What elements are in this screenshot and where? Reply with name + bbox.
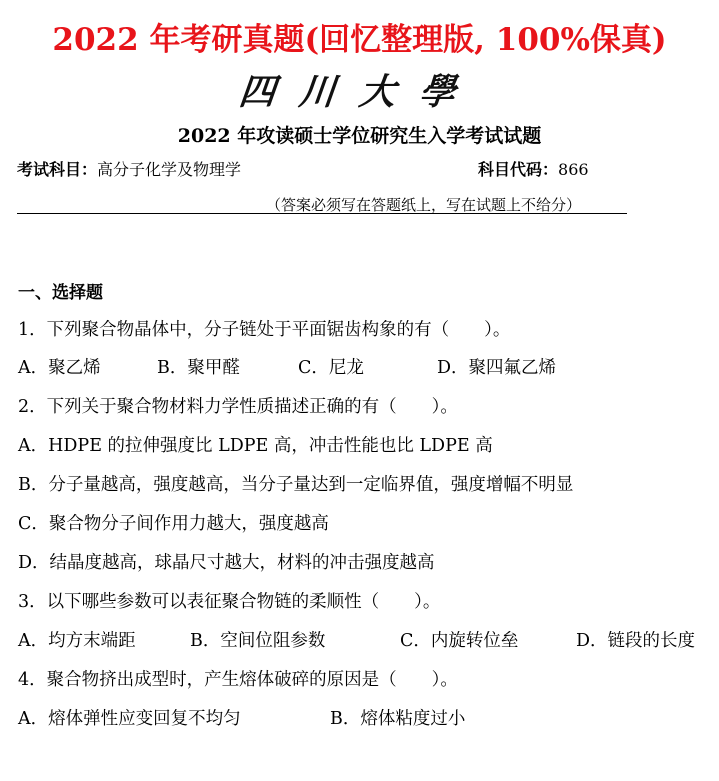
- question-option: C．内旋转位垒: [400, 631, 519, 651]
- question-stem: 1．下列聚合物晶体中，分子链处于平面锯齿构象的有（ ）。: [18, 320, 511, 340]
- question-option: B．熔体粘度过小: [330, 709, 466, 729]
- answer-note: （答案必须写在答题纸上，写在试题上不给分）: [266, 196, 582, 214]
- question-option: B．分子量越高，强度越高，当分子量达到一定临界值，强度增幅不明显: [18, 475, 574, 495]
- subject-label: 考试科目：: [17, 160, 98, 179]
- question-option: A．熔体弹性应变回复不均匀: [18, 709, 241, 729]
- question-option: B．空间位阻参数: [190, 631, 326, 651]
- subject-code-label: 科目代码：: [478, 160, 559, 179]
- subject-code-line: [478, 157, 589, 180]
- question-stem: 2．下列关于聚合物材料力学性质描述正确的有（ ）。: [18, 397, 458, 417]
- question-option: A．聚乙烯: [18, 358, 101, 378]
- question-option: D．结晶度越高，球晶尺寸越大，材料的冲击强度越高: [18, 553, 435, 573]
- school-name-logo: 四川大學: [237, 71, 482, 113]
- question-stem: 3．以下哪些参数可以表征聚合物链的柔顺性（ ）。: [18, 592, 441, 612]
- question-option: A．均方末端距: [18, 631, 136, 651]
- question-option: C．聚合物分子间作用力越大，强度越高: [18, 514, 329, 534]
- question-option: C．尼龙: [298, 358, 364, 378]
- section-title: 一、选择题: [18, 283, 103, 303]
- question-option: B．聚甲醛: [157, 358, 240, 378]
- question-stem: 4．聚合物挤出成型时，产生熔体破碎的原因是（ ）。: [18, 670, 458, 690]
- exam-title: 2022 年攻读硕士学位研究生入学考试试题: [177, 125, 542, 147]
- subject-value: 高分子化学及物理学: [97, 160, 242, 179]
- question-option: A．HDPE 的拉伸强度比 LDPE 高，冲击性能也比 LDPE 高: [18, 436, 493, 456]
- question-option: D．链段的长度: [576, 631, 696, 651]
- subject-code-value: 866: [558, 160, 589, 179]
- subject-line: [17, 157, 241, 180]
- header-divider: [17, 213, 627, 214]
- page-banner: 2022 年考研真题(回忆整理版, 100%保真): [52, 22, 667, 58]
- question-option: D．聚四氟乙烯: [437, 358, 557, 378]
